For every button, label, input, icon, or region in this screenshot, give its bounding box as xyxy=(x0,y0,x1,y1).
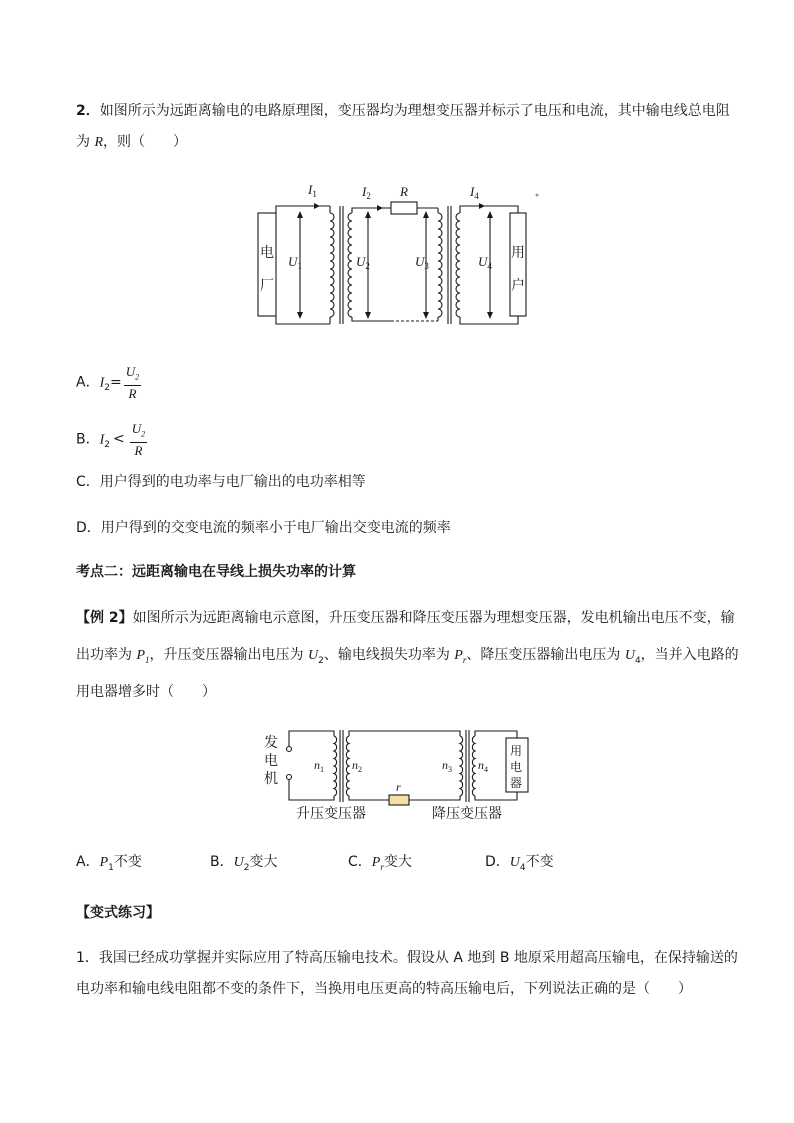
label-generator-3: 机 xyxy=(264,772,278,787)
label-appliance-3: 器 xyxy=(510,776,523,790)
example-2-line-3: 用电器增多时（ ） xyxy=(76,684,216,700)
label-step-up: 升压变压器 xyxy=(296,807,366,822)
option-var-sub: 2 xyxy=(104,383,110,394)
option-var: I xyxy=(99,375,105,391)
primary-coil-2 xyxy=(438,213,442,317)
resistor-R xyxy=(391,202,417,214)
label-user-2: 户 xyxy=(511,279,525,294)
label-plant-2: 厂 xyxy=(260,279,274,294)
label-n1: $n_1$ xyxy=(314,758,324,774)
label-user-1: 用 xyxy=(511,246,525,261)
label-U4: $U_4$ xyxy=(478,254,492,271)
label-U2: $U_2$ xyxy=(356,254,370,271)
choice-B: B．$U_2$变大 xyxy=(210,854,278,873)
user-box xyxy=(510,213,526,316)
question-2-line-1 xyxy=(76,101,730,121)
label-n2: $n_2$ xyxy=(352,758,362,774)
option-var-sub: 2 xyxy=(104,440,111,451)
power-plant-box xyxy=(258,213,276,316)
primary-coil-1 xyxy=(330,213,334,317)
label-U1: $U_1$ xyxy=(288,254,302,271)
resistor-r xyxy=(389,795,409,805)
label-generator-1: 发 xyxy=(264,736,278,751)
example-tag: 【例 2】 xyxy=(76,610,133,626)
label-I2: $I_2$ xyxy=(362,184,371,201)
var-R: R xyxy=(94,135,104,150)
label-step-down: 降压变压器 xyxy=(432,807,502,822)
fraction: $\frac{U_2}{R}$ xyxy=(131,421,146,458)
example-2-line-2: 出功率为 $P_1$，升压变压器输出电压为 $U_2$、输电线损失功率为 $P_r$、降压变压器输出电压为 $U_4$，当并入电路的 xyxy=(76,647,739,666)
option-label: A． xyxy=(76,374,100,391)
practice-heading: 【变式练习】 xyxy=(76,905,160,921)
example-text: 如图所示为远距离输电示意图，升压变压器和降压变压器为理想变压器，发电机输出电压不变，输 xyxy=(132,610,735,626)
label-I4: $I_4$ xyxy=(470,184,479,201)
option-B xyxy=(76,421,149,458)
label-I1: $I_1$ xyxy=(308,182,317,199)
fraction: $\frac{U_2}{R}$ xyxy=(125,364,140,401)
label-plant-1: 电 xyxy=(260,246,274,261)
option-operator: < xyxy=(113,431,125,448)
label-generator-2: 电 xyxy=(264,754,278,769)
secondary-coil-2 xyxy=(456,213,460,317)
label-n3: $n_3$ xyxy=(442,758,452,774)
option-C: C．用户得到的电功率与电厂输出的电功率相等 xyxy=(76,474,366,490)
option-D: D．用户得到的交变电流的频率小于电厂输出交变电流的频率 xyxy=(76,520,451,536)
label-appliance-1: 用 xyxy=(510,744,523,758)
choice-C: C．$P_r$变大 xyxy=(348,854,412,872)
choice-A: A．$P_1$不变 xyxy=(76,854,142,873)
option-operator: = xyxy=(109,374,122,391)
transmission-schematic-diagram xyxy=(262,726,540,826)
practice-1-line-2: 电功率和输电线电阻都不变的条件下，当换用电压更高的特高压输电后，下列说法正确的是（ ） xyxy=(76,981,692,997)
label-R: R xyxy=(400,184,408,199)
label-appliance-2: 电 xyxy=(510,760,523,774)
label-U3: $U_3$ xyxy=(415,254,429,271)
option-label: B． xyxy=(76,431,100,448)
example-2-line-1 xyxy=(76,608,735,628)
question-text-prefix: 为 xyxy=(76,134,95,150)
option-A xyxy=(76,364,143,401)
secondary-coil-1 xyxy=(348,213,352,317)
question-text: 如图所示为远距离输电的电路原理图，变压器均为理想变压器并标示了电压和电流，其中输电线总电阻 xyxy=(99,103,730,119)
label-n4: $n_4$ xyxy=(478,758,488,774)
label-r: r xyxy=(396,780,401,794)
question-2-line-2 xyxy=(76,132,187,153)
question-number: 2． xyxy=(76,103,100,119)
practice-1-line-1: 1．我国已经成功掌握并实际应用了特高压输电技术。假设从 A 地到 B 地原采用超高压输电，在保持输送的 xyxy=(76,950,738,966)
transmission-circuit-diagram xyxy=(250,178,550,328)
section-heading: 考点二：远距离输电在导线上损失功率的计算 xyxy=(76,564,356,580)
choice-D: D．$U_4$不变 xyxy=(485,854,554,873)
option-var: I xyxy=(99,432,105,448)
question-text-suffix: ，则（ ） xyxy=(103,134,188,150)
